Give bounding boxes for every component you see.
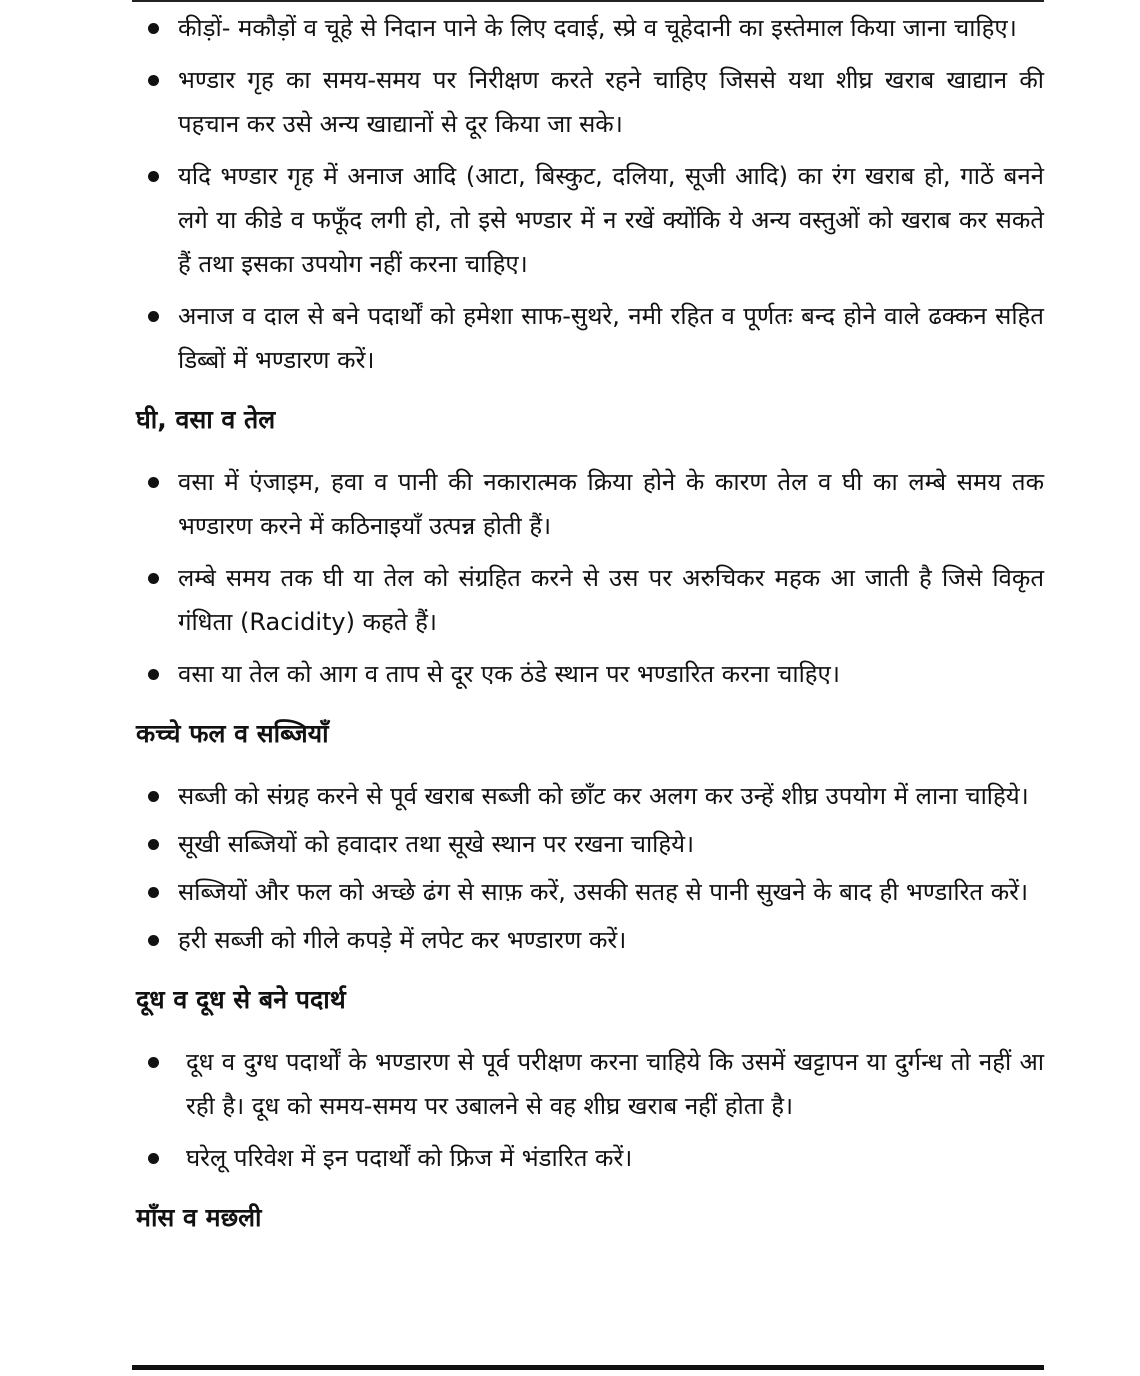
list-item-text: हरी सब्जी को गीले कपड़े में लपेट कर भण्डारण करें। bbox=[178, 926, 627, 954]
bullet-icon bbox=[148, 573, 159, 584]
list-item bbox=[132, 822, 1044, 866]
list-item-text: घरेलू परिवेश में इन पदार्थों को फ्रिज में भंडारित करें। bbox=[186, 1144, 633, 1172]
bullet-icon bbox=[148, 839, 159, 850]
bullet-icon bbox=[148, 311, 159, 322]
list-item bbox=[132, 294, 1044, 382]
section-heading-ghee-fat-oil: घी, वसा व तेल bbox=[136, 405, 276, 434]
list-item bbox=[132, 870, 1044, 914]
page-content bbox=[132, 6, 1044, 1258]
bullet-icon bbox=[148, 887, 159, 898]
list-item-text: सब्जियों और फल को अच्छे ढंग से साफ़ करें, उसकी सतह से पानी सुखने के बाद ही भण्डारित करें। bbox=[178, 878, 1029, 906]
intro-bullet-list bbox=[132, 6, 1044, 382]
list-item bbox=[132, 774, 1044, 818]
list-item bbox=[132, 154, 1044, 286]
list-item-text: अनाज व दाल से बने पदार्थों को हमेशा साफ-सुथरे, नमी रहित व पूर्णतः बन्द होने वाले ढक्कन सहित डिब्बों में भण्डारण करें। bbox=[178, 302, 1044, 374]
list-item-text: यदि भण्डार गृह में अनाज आदि (आटा, बिस्कुट, दलिया, सूजी आदि) का रंग खराब हो, गाठें बनने लगे या कीडे व फफूँद लगी हो, तो इसे भण्डार में न रखें क्योंकि ये अन्य वस्तुओं को खराब कर सकते हैं तथा इसका उपयोग नहीं करना चाहिए। bbox=[178, 162, 1044, 278]
ghee-fat-oil-list bbox=[132, 460, 1044, 696]
bullet-icon bbox=[148, 669, 159, 680]
list-item-text: सूखी सब्जियों को हवादार तथा सूखे स्थान पर रखना चाहिये। bbox=[178, 830, 695, 858]
list-item bbox=[132, 6, 1044, 50]
top-rule bbox=[132, 0, 1044, 2]
list-item-text: वसा या तेल को आग व ताप से दूर एक ठंडे स्थान पर भण्डारित करना चाहिए। bbox=[178, 660, 840, 688]
list-item bbox=[132, 556, 1044, 644]
list-item-text: सब्जी को संग्रह करने से पूर्व खराब सब्जी को छाँट कर अलग कर उन्हें शीघ्र उपयोग में लाना चाहिये। bbox=[178, 782, 1029, 810]
list-item bbox=[132, 460, 1044, 548]
list-item-text: लम्बे समय तक घी या तेल को संग्रहित करने से उस पर अरुचिकर महक आ जाती है जिसे विकृत गंधिता (Racidity) कहते हैं। bbox=[178, 564, 1044, 636]
bullet-icon bbox=[148, 1057, 159, 1068]
bullet-icon bbox=[148, 23, 159, 34]
bullet-icon bbox=[148, 75, 159, 86]
list-item-text: कीड़ों- मकौड़ों व चूहे से निदान पाने के लिए दवाई, स्प्रे व चूहेदानी का इस्तेमाल किया जाना चाहिए। bbox=[178, 14, 1017, 42]
bullet-icon bbox=[148, 171, 159, 182]
list-item-text: भण्डार गृह का समय-समय पर निरीक्षण करते रहने चाहिए जिससे यथा शीघ्र खराब खाद्यान की पहचान कर उसे अन्य खाद्यानों से दूर किया जा सके। bbox=[178, 66, 1044, 138]
section-heading-raw-fruits-vegetables: कच्चे फल व सब्जियाँ bbox=[136, 719, 329, 748]
bottom-rule bbox=[132, 1365, 1044, 1370]
list-item bbox=[132, 58, 1044, 146]
section-heading-meat-fish: माँस व मछली bbox=[136, 1203, 262, 1232]
list-item-text: वसा में एंजाइम, हवा व पानी की नकारात्मक क्रिया होने के कारण तेल व घी का लम्बे समय तक भण्डारण करने में कठिनाइयाँ उत्पन्न होती हैं। bbox=[178, 468, 1044, 540]
list-item bbox=[132, 1136, 1044, 1180]
bullet-icon bbox=[148, 791, 159, 802]
list-item bbox=[132, 1040, 1044, 1128]
list-item-text: दूध व दुग्ध पदार्थों के भण्डारण से पूर्व परीक्षण करना चाहिये कि उसमें खट्टापन या दुर्गन्ध तो नहीं आ रही है। दूध को समय-समय पर उबालने से वह शीघ्र खराब नहीं होता है। bbox=[186, 1048, 1044, 1120]
bullet-icon bbox=[148, 477, 159, 488]
list-item bbox=[132, 918, 1044, 962]
section-heading-milk-products: दूध व दूध से बने पदार्थ bbox=[136, 985, 346, 1014]
bullet-icon bbox=[148, 1153, 159, 1164]
milk-products-list bbox=[132, 1040, 1044, 1180]
list-item bbox=[132, 652, 1044, 696]
bullet-icon bbox=[148, 935, 159, 946]
raw-fruits-vegetables-list bbox=[132, 774, 1044, 962]
